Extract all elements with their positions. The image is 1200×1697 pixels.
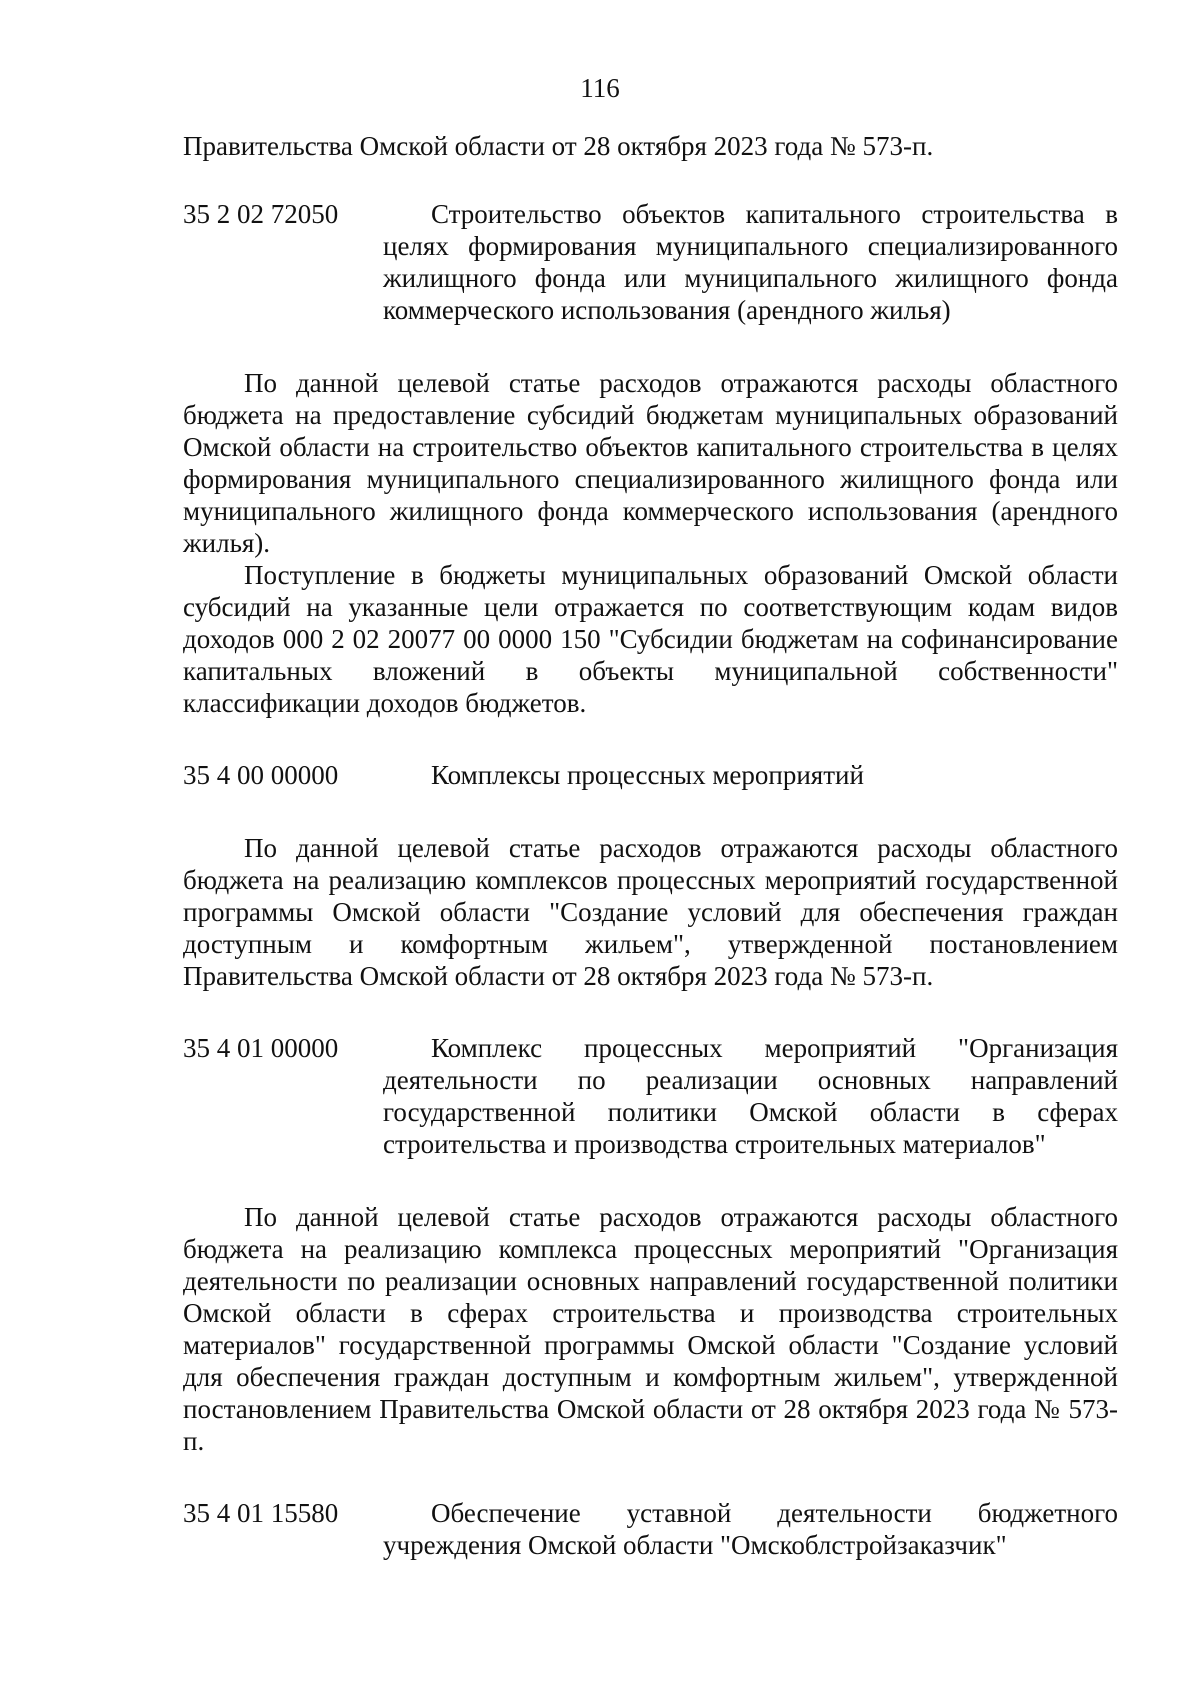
- page-number: 116: [580, 73, 620, 103]
- budget-code: 35 4 01 15580: [183, 1498, 339, 1528]
- budget-entry-description: [183, 832, 1118, 992]
- budget-entry-header: [183, 759, 1118, 791]
- paragraph: Поступление в бюджеты муниципальных образований Омской области субсидий на указанные цели отражается по соответствующим кодам видов доходов 000 2 02 20077 00 0000 150 "Субсидии бюджетам на софинансирование капитальных вложений в объекты муниципальной собственности" классификации доходов бюджетов.: [183, 560, 1118, 718]
- budget-code: 35 2 02 72050: [183, 199, 339, 229]
- budget-entry-title: Обеспечение уставной деятельности бюджетного учреждения Омской области "Омскоблстройзаказчик": [383, 1498, 1118, 1560]
- budget-entry-header: [183, 198, 1118, 326]
- budget-entry-description: [183, 1201, 1118, 1457]
- continuation-line: Правительства Омской области от 28 октября 2023 года № 573-п.: [183, 131, 934, 161]
- budget-entry-description: [183, 367, 1118, 719]
- budget-entry-title: Комплексы процессных мероприятий: [431, 760, 864, 790]
- budget-code: 35 4 01 00000: [183, 1033, 339, 1063]
- document-body: [183, 130, 1118, 1602]
- budget-entry-header: [183, 1032, 1118, 1160]
- paragraph: По данной целевой статье расходов отражаются расходы областного бюджета на реализацию комплекса процессных мероприятий "Организация деятельности по реализации основных направлений государственной политики Омской области в сферах строительства и производства строительных материалов" государственной программы Омской области "Создание условий для обеспечения граждан доступным и комфортным жильем", утвержденной постановлением Правительства Омской области от 28 октября 2023 года № 573-п.: [183, 1202, 1118, 1456]
- budget-entry-header: [183, 1497, 1118, 1561]
- budget-entry-title: Строительство объектов капитального строительства в целях формирования муниципального специализированного жилищного фонда или муниципального жилищного фонда коммерческого использования (арендного жилья): [383, 199, 1118, 325]
- budget-entry-title: Комплекс процессных мероприятий "Организация деятельности по реализации основных направлений государственной политики Омской области в сферах строительства и производства строительных материалов": [383, 1033, 1118, 1159]
- paragraph: По данной целевой статье расходов отражаются расходы областного бюджета на предоставление субсидий бюджетам муниципальных образований Омской области на строительство объектов капитального строительства в целях формирования муниципального специализированного жилищного фонда или муниципального жилищного фонда коммерческого использования (арендного жилья).: [183, 368, 1118, 558]
- paragraph: По данной целевой статье расходов отражаются расходы областного бюджета на реализацию комплексов процессных мероприятий государственной программы Омской области "Создание условий для обеспечения граждан доступным и комфортным жильем", утвержденной постановлением Правительства Омской области от 28 октября 2023 года № 573-п.: [183, 833, 1118, 991]
- budget-code: 35 4 00 00000: [183, 760, 339, 790]
